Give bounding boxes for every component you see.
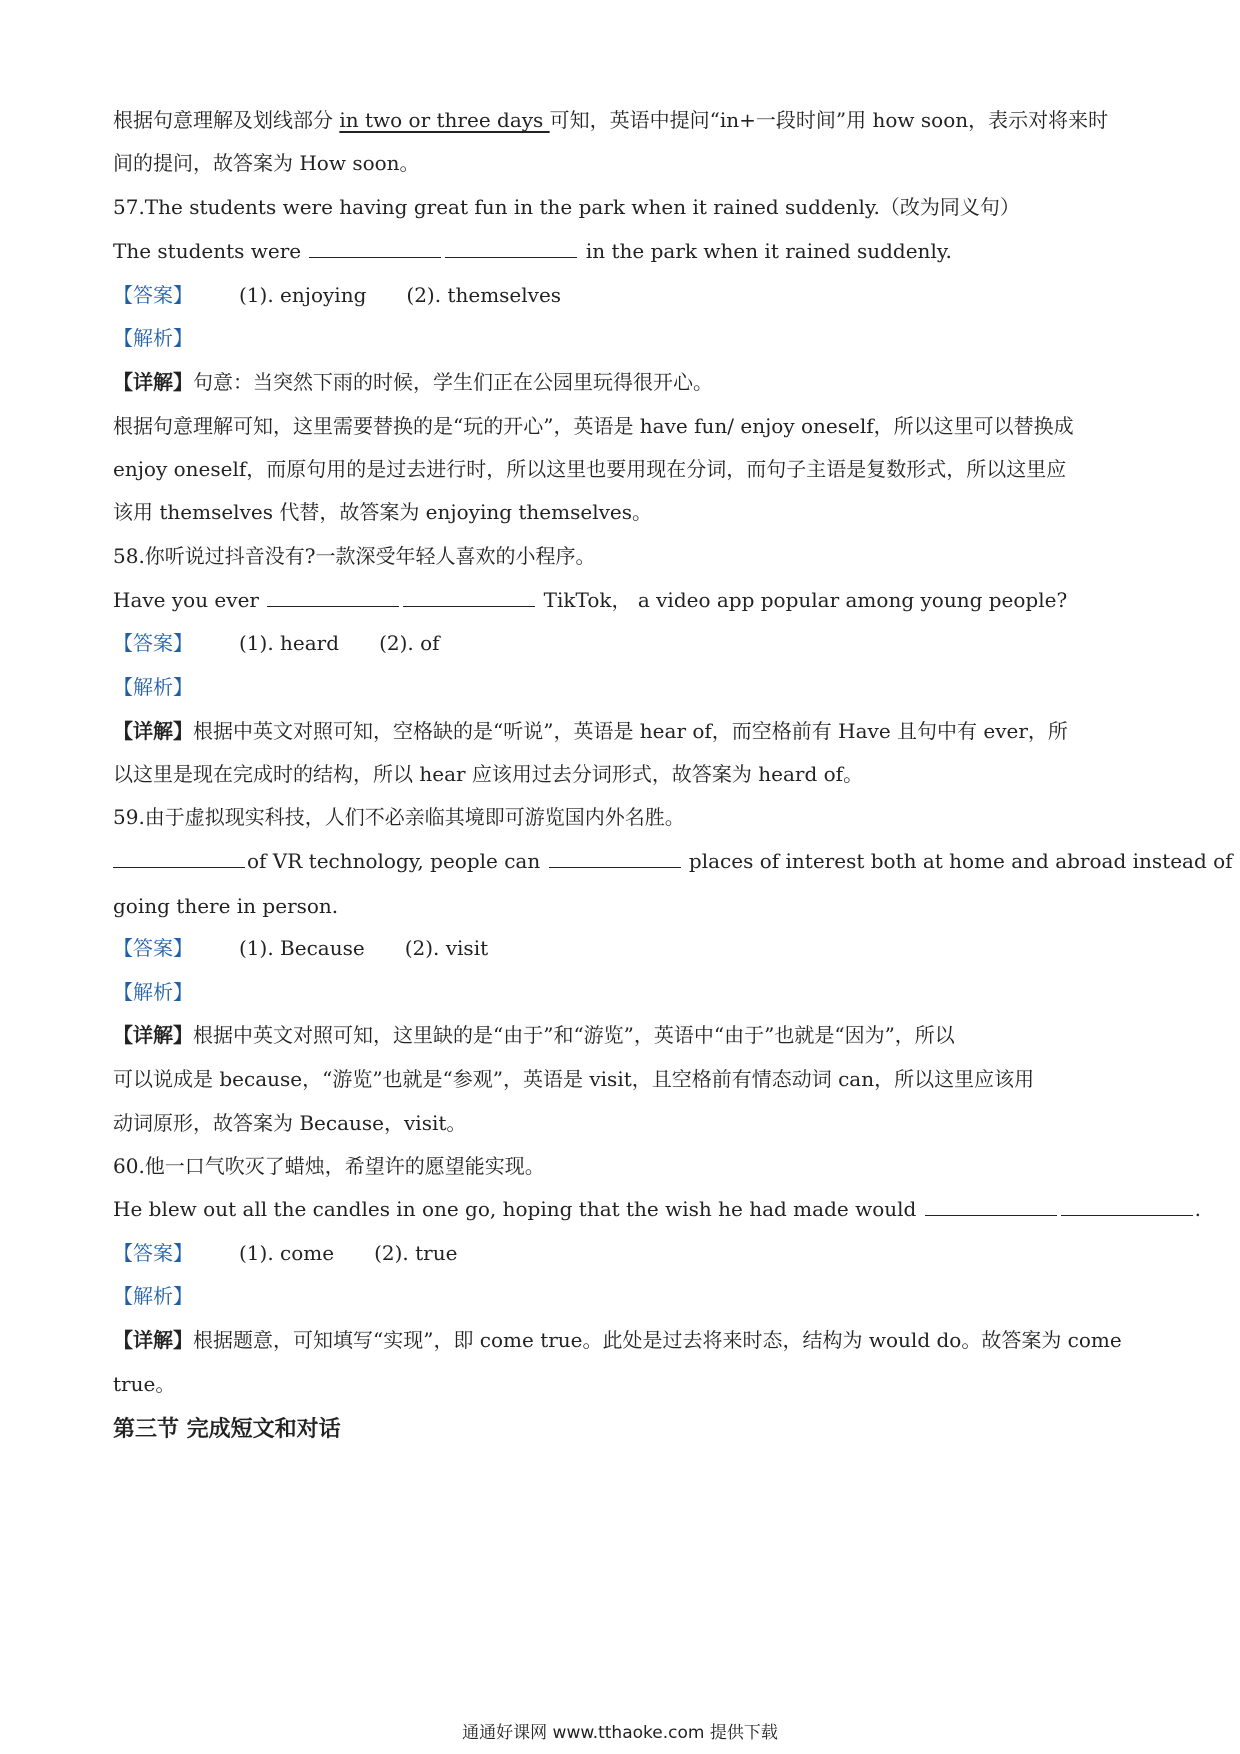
detail-57-line-3: enjoy oneself，而原句用的是过去进行时，所以这里也要用现在分词，而句子主语是复数形式，所以这里应: [113, 457, 1067, 481]
detail-57-line-2: 根据句意理解可知，这里需要替换的是“玩的开心”，英语是 have fun/ enjoy oneself，所以这里可以替换成: [113, 414, 1074, 438]
answer-tag: 【答案】: [113, 936, 193, 960]
section-heading: 第三节 完成短文和对话: [113, 1417, 341, 1442]
detail-60-line-1: 【详解】根据题意，可知填写“实现”，即 come true。此处是过去将来时态，结构为 would do。故答案为 come: [113, 1328, 1122, 1352]
answer-58: 【答案】 (1). heard (2). of: [113, 631, 440, 655]
question-57-sentence: The students were in the park when it rained suddenly.: [113, 239, 952, 263]
analysis-tag-57: 【解析】: [113, 326, 193, 350]
blank: [445, 237, 577, 258]
analysis-tag-60: 【解析】: [113, 1284, 193, 1308]
intro-line-1: 根据句意理解及划线部分 in two or three days 可知，英语中提问“in+一段时间”用 how soon，表示对将来时: [113, 108, 1109, 132]
detail-57-line-1: 【详解】句意：当突然下雨的时候，学生们正在公园里玩得很开心。: [113, 370, 713, 394]
blank: [925, 1195, 1057, 1216]
blank: [309, 237, 441, 258]
detail-58-line-1: 【详解】根据中英文对照可知，空格缺的是“听说”，英语是 hear of，而空格前有 Have 且句中有 ever，所: [113, 719, 1068, 743]
detail-57-line-4: 该用 themselves 代替，故答案为 enjoying themselves。: [113, 500, 652, 524]
question-59-sentence: of VR technology, people can places of interest both at home and abroad instead of: [113, 846, 1128, 876]
question-60: 60.他一口气吹灭了蜡烛，希望许的愿望能实现。: [113, 1154, 545, 1178]
blank: [113, 847, 245, 868]
question-59-sentence-line-2: going there in person.: [113, 894, 339, 918]
answer-59: 【答案】 (1). Because (2). visit: [113, 936, 489, 960]
answer-57: 【答案】 (1). enjoying (2). themselves: [113, 283, 562, 307]
answer-60: 【答案】 (1). come (2). true: [113, 1241, 458, 1265]
detail-58-line-2: 以这里是现在完成时的结构，所以 hear 应该用过去分词形式，故答案为 heard of。: [113, 762, 864, 786]
answer-tag: 【答案】: [113, 1241, 193, 1265]
answer-tag: 【答案】: [113, 283, 193, 307]
detail-59-line-1: 【详解】根据中英文对照可知，这里缺的是“由于”和“游览”，英语中“由于”也就是“因为”，所以: [113, 1023, 955, 1047]
detail-59-line-2: 可以说成是 because，“游览”也就是“参观”，英语是 visit，且空格前有情态动词 can，所以这里应该用: [113, 1067, 1035, 1091]
question-59: 59.由于虚拟现实科技，人们不必亲临其境即可游览国内外名胜。: [113, 805, 685, 829]
detail-60-line-2: true。: [113, 1372, 176, 1396]
blank: [549, 847, 681, 868]
underlined-phrase: in two or three days: [339, 108, 550, 132]
analysis-tag-58: 【解析】: [113, 675, 193, 699]
question-58-sentence: Have you ever TikTok， a video app popular among young people?: [113, 588, 1068, 612]
blank: [403, 586, 535, 607]
question-57: 57.The students were having great fun in the park when it rained suddenly.（改为同义句）: [113, 195, 1020, 219]
detail-59-line-3: 动词原形，故答案为 Because，visit。: [113, 1111, 467, 1135]
page-footer: 通通好课网 www.tthaoke.com 提供下载: [462, 1723, 778, 1743]
analysis-tag-59: 【解析】: [113, 980, 193, 1004]
answer-tag: 【答案】: [113, 631, 193, 655]
blank: [1061, 1195, 1193, 1216]
intro-line-2: 间的提问，故答案为 How soon。: [113, 151, 420, 175]
blank: [267, 586, 399, 607]
question-58: 58.你听说过抖音没有?一款深受年轻人喜欢的小程序。: [113, 544, 596, 568]
question-60-sentence: He blew out all the candles in one go, hoping that the wish he had made would .: [113, 1197, 1202, 1221]
